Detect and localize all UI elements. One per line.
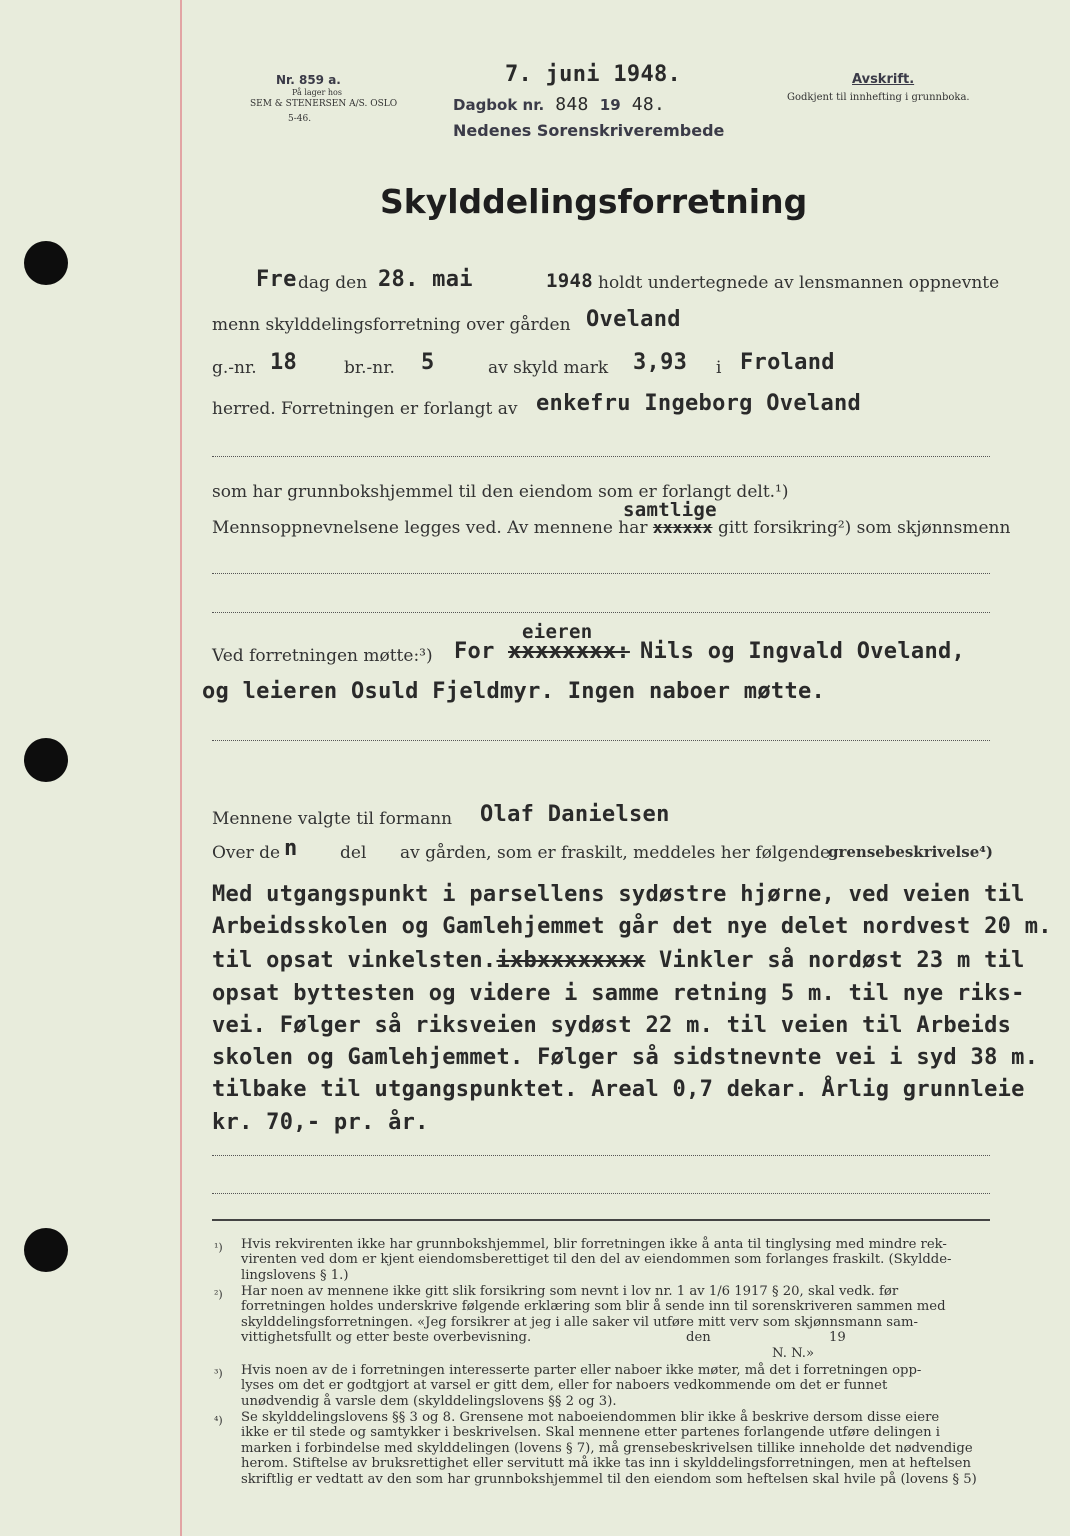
weekday-printed: dag den — [298, 273, 368, 293]
gnr-value: 18 — [270, 350, 298, 375]
line2-printed: menn skylddelingsforretning over gården — [212, 315, 571, 335]
footnote-line: skylddelingsforretningen. «Jeg forsikrer at jeg i alle saker vil utføre mitt verv som skjønnsmann sam- — [241, 1314, 918, 1330]
footnote-line: skriftlig er vedtatt av den som har grunnbokshjemmel til den eiendom som heftelsen skal hvile på (lovens § 5) — [241, 1471, 977, 1487]
footnote-line: marken i forbindelse med skylddelingen (lovens § 7), må grensebeskrivelsen tillike inneholde det nødvendige — [241, 1440, 973, 1456]
footnote-line: ikke er til stede og samtykker i beskrivelsen. Skal mennene etter partenes forlangende utføre delingen i — [241, 1425, 941, 1441]
office-stamp: Nedenes Sorenskriverembede — [453, 121, 725, 140]
appointment-insert: samtlige — [623, 499, 717, 521]
blank-line — [212, 612, 990, 613]
appointment-struck: xxxxxx — [652, 518, 713, 537]
attendance-label: Ved forretningen møtte:³) — [212, 646, 433, 666]
blank-line — [212, 456, 990, 457]
grunnbok-text: som har grunnbokshjemmel til den eiendom som er forlangt delt.¹) — [212, 482, 789, 502]
footnote-line: herom. Stiftelse av bruksrettighet eller servitutt må ikke tas inn i skylddelingsforretningen, men at heftelsen — [241, 1456, 971, 1472]
avskrift-title: Avskrift. — [852, 72, 915, 87]
footnote-line: vittighetsfullt og etter beste overbevisning. — [241, 1330, 532, 1346]
year-typed: 1948 — [546, 270, 593, 292]
part-typed: n — [284, 836, 298, 861]
footnote-mark: ⁴) — [214, 1414, 223, 1427]
blank-line — [212, 573, 990, 574]
footnote-year: 19 — [829, 1330, 846, 1346]
chairman-name: Olaf Danielsen — [480, 802, 670, 827]
farm-name: Oveland — [586, 307, 681, 332]
avskrift-note: Godkjent til innhefting i grunnboka. — [787, 92, 970, 103]
attendance-struck: xxxxxxxx: — [508, 639, 630, 664]
supplier-line1: På lager hos — [292, 88, 342, 97]
appointment-text-b: gitt forsikring²) som skjønnsmenn — [717, 518, 1011, 538]
boundary-line: Arbeidsskolen og Gamlehjemmet går det nye delet nordvest 20 m. — [212, 914, 1052, 939]
part-label-c: av gården, som er fraskilt, meddeles her følgende — [400, 843, 831, 863]
footnote-line: Se skylddelingslovens §§ 3 og 8. Grensene mot naboeiendommen blir ikke å beskrive dersom disse eiere — [241, 1410, 940, 1425]
part-label-b: del — [340, 843, 367, 863]
date-stamp: 7. juni 1948. — [505, 62, 682, 87]
footnote-line: unødvendig å varsle dem (skylddelingslovens §§ 2 og 3). — [241, 1393, 617, 1409]
boundary-line-part: Vinkler så nordøst 23 m til — [659, 948, 1025, 973]
boundary-line: tilbake til utgangspunktet. Areal 0,7 dekar. Årlig grunnleie — [212, 1077, 1025, 1102]
boundary-line: kr. 70,- pr. år. — [212, 1110, 429, 1135]
dagbok-number: 848 — [555, 94, 589, 115]
herred-label: herred. Forretningen er forlangt av — [212, 399, 518, 419]
footnote-den: den — [686, 1330, 711, 1346]
date-typed: 28. mai — [378, 267, 473, 292]
boundary-line: opsat byttesten og videre i samme retning 5 m. til nye riks- — [212, 981, 1025, 1006]
skyld-label: av skyld mark — [488, 358, 609, 378]
boundary-line: Med utgangspunkt i parsellens sydøstre hjørne, ved veien til — [212, 882, 1025, 907]
intro-printed: holdt undertegnede av lensmannen oppnevnte — [598, 273, 1000, 293]
blank-line — [212, 1155, 990, 1156]
attendance-line2: og leieren Osuld Fjeldmyr. Ingen naboer møtte. — [202, 679, 826, 704]
footnote-line: forretningen holdes underskrive følgende erklæring som blir å sende inn til sorenskriveren sammen med — [241, 1299, 946, 1315]
attendance-for: For — [454, 639, 495, 664]
punch-hole-top — [24, 241, 68, 285]
footnote-line: Har noen av mennene ikke gitt slik forsikring som nevnt i lov nr. 1 av 1/6 1917 § 20, skal vedk. før — [241, 1284, 899, 1299]
skyld-value: 3,93 — [633, 350, 688, 375]
boundary-label: grensebeskrivelse⁴) — [828, 843, 993, 861]
attendance-rest: Nils og Ingvald Oveland, — [640, 639, 966, 664]
boundary-struck: ixbxxxxxxxx — [496, 948, 646, 973]
attendance-insert: eieren — [522, 621, 593, 643]
footnote-mark: ²) — [214, 1288, 223, 1301]
dagbok-year: 48. — [631, 94, 666, 115]
blank-line — [212, 1193, 990, 1194]
boundary-line: skolen og Gamlehjemmet. Følger så sidstnevnte vei i syd 38 m. — [212, 1045, 1039, 1070]
municipality: Froland — [740, 350, 835, 375]
chairman-label: Mennene valgte til formann — [212, 809, 453, 829]
punch-hole-middle — [24, 738, 68, 782]
appointment-text-a: Mennsoppnevnelsene legges ved. Av mennene har — [212, 518, 648, 538]
gnr-label: g.-nr. — [212, 358, 257, 378]
supplier-line2: SEM & STENERSEN A/S. OSLO — [250, 99, 398, 109]
form-number: Nr. 859 a. — [276, 73, 341, 87]
dagbok-label: Dagbok nr. — [453, 96, 545, 114]
footnote-divider — [212, 1219, 990, 1221]
punch-hole-bottom — [24, 1228, 68, 1272]
boundary-line — [212, 948, 1025, 973]
boundary-line: vei. Følger så riksveien sydøst 22 m. til veien til Arbeids — [212, 1013, 1012, 1038]
part-label-a: Over de — [212, 843, 281, 863]
footnote-line: lyses om det er godtgjort at varsel er gitt dem, eller for naboers vedkommende om det er funnet — [241, 1378, 888, 1394]
footnote-line: Hvis noen av de i forretningen interesserte parter eller naboer ikke møter, må det i forretningen opp- — [241, 1363, 922, 1378]
boundary-line-part: til opsat vinkelsten. — [212, 948, 497, 973]
weekday-typed: Fre — [256, 267, 297, 292]
bnr-label: br.-nr. — [344, 358, 395, 378]
footnote-nn: N. N.» — [772, 1345, 815, 1361]
bnr-value: 5 — [421, 350, 435, 375]
requester: enkefru Ingeborg Oveland — [536, 391, 862, 416]
dagbok-line — [453, 94, 665, 115]
footnote-line: virenten ved dom er kjent eiendomsberettiget til den del av eiendommen som forlanges fraskilt. (Skyldde- — [241, 1252, 952, 1268]
footnote-line: Hvis rekvirenten ikke har grunnbokshjemmel, blir forretningen ikke å anta til tinglysing med mindre rek- — [241, 1237, 947, 1252]
footnote-mark: ³) — [214, 1367, 223, 1380]
appointment-line — [212, 518, 1010, 538]
footnote-line: lingslovens § 1.) — [241, 1267, 349, 1283]
blank-line — [212, 740, 990, 741]
page-title: Skylddelingsforretning — [380, 182, 808, 221]
in-label: i — [716, 358, 722, 378]
dagbok-prefix: 19 — [599, 96, 621, 114]
footnote-mark: ¹) — [214, 1241, 223, 1254]
supplier-date: 5-46. — [288, 114, 312, 124]
margin-line — [180, 0, 182, 1536]
